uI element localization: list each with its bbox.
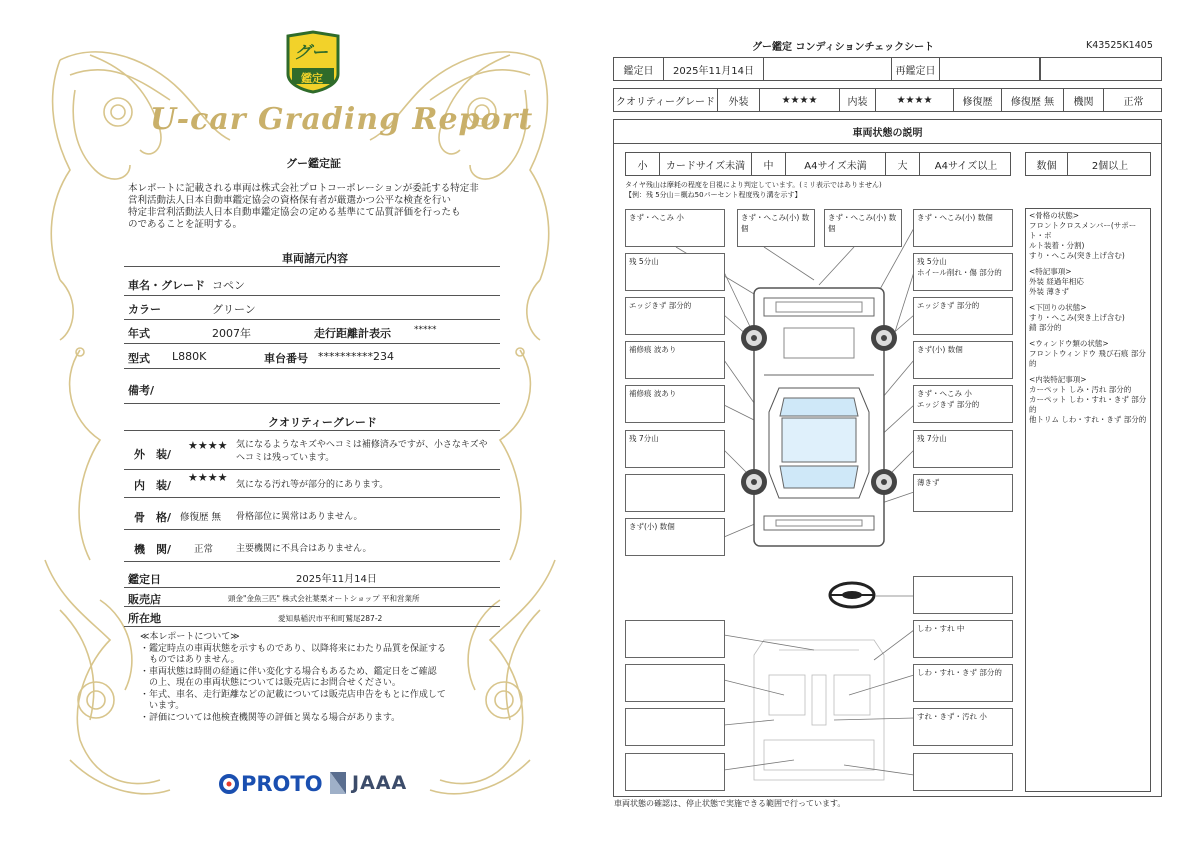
condition-text: きず・へこみ 小 <box>917 389 972 398</box>
condition-box-left-3 <box>625 297 725 335</box>
condition-text: エッジきず 部分的 <box>917 301 980 310</box>
interior-comment: 気になる汚れ等が部分的にあります。 <box>236 480 389 490</box>
proto-logo <box>218 770 323 798</box>
note-line: <骨格の状態> <box>1029 211 1080 220</box>
about-line: の上、現在の車両状態については販売店にお問合せください。 <box>140 678 401 688</box>
interior-box-left-1 <box>625 620 725 658</box>
exterior-comment-line: ヘコミは残っています。 <box>236 453 335 463</box>
info-row-date <box>124 568 500 588</box>
tire-note-1: タイヤ残山は摩耗の程度を目視により判定しています。(ミリ表示ではありません) <box>625 181 882 189</box>
condition-text: きず(小) 数個 <box>917 345 963 354</box>
jaaa-logo-icon <box>328 770 348 796</box>
spec-row-year <box>124 322 500 344</box>
condition-box-right-2 <box>913 253 1013 291</box>
sheet-id: K43525K1405 <box>1086 40 1153 51</box>
spec-row-name <box>124 274 500 296</box>
size-large: 大 <box>897 160 908 172</box>
condition-text: きず・へこみ(小) 数個 <box>741 213 810 233</box>
proto-logo-icon <box>218 773 240 795</box>
info-row-address <box>124 610 500 627</box>
date-value-cell <box>664 58 764 80</box>
spec-row-model <box>124 347 500 369</box>
about-line: ものではありません。 <box>140 655 240 665</box>
badge-bottom-text: 鑑定 <box>301 72 323 85</box>
steering-wheel-icon <box>830 583 874 607</box>
interior-box-left-3 <box>625 708 725 746</box>
condition-text: しわ・すれ・きず 部分的 <box>917 668 1002 677</box>
condition-text: きず(小) 数個 <box>629 522 675 531</box>
engine-value: 正常 <box>194 544 214 555</box>
grade-label-cell <box>614 89 718 111</box>
engine-value: 正常 <box>1123 96 1144 108</box>
note-line: すり・へこみ(突き上げ含む) <box>1029 251 1125 260</box>
about-line: ・鑑定時点の車両状態を示すものであり、以降将来にわたり品質を保証する <box>140 643 447 654</box>
int-stars-cell <box>876 89 954 111</box>
condition-box-right-3 <box>913 297 1013 335</box>
special-notes <box>1025 208 1151 792</box>
quality-row-exterior <box>124 436 500 470</box>
note-line: カーペット しわ・すれ・きず 部分的 <box>1029 395 1147 414</box>
condition-box-left-8 <box>625 518 725 556</box>
exterior-comment-line: 気になるようなキズやヘコミは補修済みですが、小さなキズや <box>236 440 488 450</box>
condition-text: きず・へこみ 小 <box>629 213 684 222</box>
condition-box-right-6 <box>913 430 1013 468</box>
date-row <box>613 57 1162 81</box>
date-value: 2025年11月14日 <box>296 574 377 585</box>
remarks-label: 備考/ <box>128 384 155 397</box>
condition-box-left-2 <box>625 253 725 291</box>
script-title: U-car Grading Report <box>150 102 534 137</box>
condition-box-steering <box>913 576 1013 614</box>
int-label: 内装 <box>847 96 868 108</box>
int-label-cell <box>840 89 876 111</box>
date-label: 鑑定日 <box>623 65 654 77</box>
condition-text: きず・へこみ(小) 数個 <box>828 213 897 233</box>
condition-box-left-7 <box>625 474 725 512</box>
jaaa-logo-text: JAAA <box>352 772 408 794</box>
frame-comment: 骨格部位に異常はありません。 <box>236 512 363 522</box>
blank-cell <box>1040 58 1163 80</box>
size-small: 小 <box>637 160 648 172</box>
model-label: 型式 <box>128 352 150 365</box>
count-desc-cell <box>1068 153 1152 175</box>
note-line: 外装 薄きず <box>1029 287 1069 296</box>
repair-value-cell <box>1002 89 1064 111</box>
name-label: 車名・グレード <box>128 279 205 292</box>
intro-line: 特定非営利活動法人日本自動車鑑定協会の定める基準にて品質評価を行ったも <box>128 207 461 218</box>
condition-box-front-right <box>913 209 1013 247</box>
ext-stars-cell <box>760 89 840 111</box>
intro-text <box>128 183 508 231</box>
about-report <box>140 632 500 724</box>
footer-note: 車両状態の確認は、停止状態で実施できる範囲で行っています。 <box>614 799 846 808</box>
note-line: フロントクロスメンバー(サポート・ボ <box>1029 221 1137 240</box>
note-line: 他トリム しわ・すれ・きず 部分的 <box>1029 415 1147 424</box>
note-line: <特記事項> <box>1029 267 1072 276</box>
ext-label-cell <box>718 89 760 111</box>
specs-section-title: 車両諸元内容 <box>282 252 348 265</box>
engine-label: 機関 <box>1073 96 1094 108</box>
color-label: カラー <box>128 303 161 316</box>
interior-box-right-4 <box>913 753 1013 791</box>
quality-row-interior <box>124 472 500 498</box>
condition-text: 残 7分山 <box>917 434 947 443</box>
frame-label: 骨 格/ <box>134 511 172 524</box>
mileage-value: ***** <box>414 325 437 335</box>
chassis-label: 車台番号 <box>264 352 308 365</box>
condition-box-left-5 <box>625 385 725 423</box>
interior-box-right-1 <box>913 620 1013 658</box>
badge-top-text: グー <box>294 43 328 63</box>
goo-kantei-badge <box>284 30 342 94</box>
name-value: コペン <box>212 279 245 292</box>
divider <box>124 430 500 431</box>
condition-text: エッジきず 部分的 <box>917 400 980 409</box>
exterior-stars: ★★★★ <box>188 439 228 452</box>
note-line: 錆 部分的 <box>1029 323 1062 332</box>
note-line: 外装 経過年相応 <box>1029 277 1084 286</box>
proto-logo-text: PROTO <box>241 772 323 796</box>
about-line: います。 <box>140 701 185 711</box>
count-label: 数個 <box>1036 160 1057 172</box>
certificate-title: グー鑑定証 <box>286 157 341 170</box>
quality-section-title: クオリティーグレード <box>268 416 377 429</box>
condition-box-right-7 <box>913 474 1013 512</box>
engine-label: 機 関/ <box>134 543 172 556</box>
jaaa-logo <box>328 768 407 798</box>
int-stars: ★★★★ <box>896 94 933 106</box>
color-value: グリーン <box>212 303 256 316</box>
engine-value-cell <box>1104 89 1163 111</box>
condition-title: 車両状態の説明 <box>852 128 923 139</box>
condition-box-left-4 <box>625 341 725 379</box>
note-line: <内装特記事項> <box>1029 375 1087 384</box>
chassis-value: **********234 <box>318 350 394 363</box>
condition-box-right-5 <box>913 385 1013 423</box>
condition-check-sheet <box>600 0 1200 848</box>
quality-row-frame <box>124 504 500 530</box>
intro-line: 本レポートに記載される車両は株式会社プロトコーポレーションが委託する特定非 <box>128 183 479 194</box>
note-line: ルト装着・分割) <box>1029 241 1085 250</box>
engine-label-cell <box>1064 89 1104 111</box>
count-label-cell <box>1026 153 1068 175</box>
interior-label: 内 装/ <box>134 479 172 492</box>
interior-box-right-3 <box>913 708 1013 746</box>
interior-stars: ★★★★ <box>188 471 228 484</box>
divider <box>124 266 500 267</box>
repair-value: 修復歴 無 <box>1010 96 1055 108</box>
condition-text: ホイール削れ・傷 部分的 <box>917 268 1002 277</box>
note-line: フロントウィンドウ 飛び石痕 部分的 <box>1029 349 1146 368</box>
condition-box-front-1 <box>737 209 815 247</box>
grade-row <box>613 88 1162 112</box>
year-value: 2007年 <box>212 327 251 340</box>
date-value: 2025年11月14日 <box>673 65 754 77</box>
repair-label-cell <box>954 89 1002 111</box>
spec-row-remarks <box>124 376 500 404</box>
note-line: <ウィンドウ類の状態> <box>1029 339 1109 348</box>
dealer-value: 頭金"金魚三匹" 株式会社葉栗オートショップ 平和営業所 <box>228 594 420 603</box>
quality-row-engine <box>124 536 500 562</box>
interior-box-left-2 <box>625 664 725 702</box>
blank-cell <box>764 58 892 80</box>
condition-text: しわ・すれ 中 <box>917 624 965 633</box>
condition-text: 薄きず <box>917 478 940 487</box>
condition-text: エッジきず 部分的 <box>629 301 692 310</box>
tire-note-2: 【例：残 5分山＝概ね50パーセント程度残り溝を示す】 <box>625 191 802 199</box>
about-line: ・年式、車名、走行距離などの記載については販売店申告をもとに作成して <box>140 689 446 700</box>
condition-box-front-2 <box>824 209 902 247</box>
ext-stars: ★★★★ <box>781 94 818 106</box>
condition-text: 残 5分山 <box>917 257 947 266</box>
mileage-label: 走行距離計表示 <box>314 327 391 340</box>
about-line: ・評価については他検査機関等の評価と異なる場合があります。 <box>140 712 401 723</box>
address-label: 所在地 <box>128 612 161 625</box>
info-row-dealer <box>124 590 500 607</box>
about-title: ≪本レポートについて≫ <box>140 632 240 642</box>
size-small-desc: カードサイズ未満 <box>665 160 746 172</box>
note-line: カーペット しみ・汚れ 部分的 <box>1029 385 1132 394</box>
exterior-label: 外 装/ <box>134 448 172 461</box>
recheck-label-cell <box>892 58 940 80</box>
condition-box-left-6 <box>625 430 725 468</box>
condition-section <box>613 119 1162 797</box>
frame-value: 修復歴 無 <box>180 512 222 523</box>
exterior-comment <box>236 439 488 465</box>
size-mid: 中 <box>763 160 774 172</box>
condition-text: 残 7分山 <box>629 434 659 443</box>
date-label: 鑑定日 <box>128 573 161 586</box>
size-mid-desc: A4サイズ未満 <box>804 160 867 172</box>
intro-line: 営利活動法人日本自動車鑑定協会の資格保有者が厳選かつ公平な検査を行い <box>128 195 452 206</box>
condition-text: きず・へこみ(小) 数個 <box>917 213 993 222</box>
size-large-desc: A4サイズ以上 <box>934 160 998 172</box>
spec-row-color <box>124 298 500 320</box>
intro-line: のであることを証明する。 <box>128 219 243 230</box>
count-desc: 2個以上 <box>1091 160 1129 172</box>
sheet-title: グー鑑定 コンディションチェックシート <box>752 42 935 53</box>
condition-text: 残 5分山 <box>629 257 659 266</box>
dealer-label: 販売店 <box>128 593 161 606</box>
recheck-value-cell <box>940 58 1040 80</box>
interior-box-left-4 <box>625 753 725 791</box>
engine-comment: 主要機関に不具合はありません。 <box>236 544 372 554</box>
year-label: 年式 <box>128 327 150 340</box>
condition-box-front-left <box>625 209 725 247</box>
interior-box-right-2 <box>913 664 1013 702</box>
count-legend <box>1025 152 1151 176</box>
condition-text: すれ・きず・汚れ 小 <box>917 712 987 721</box>
condition-box-right-4 <box>913 341 1013 379</box>
date-label-cell <box>614 58 664 80</box>
note-line: すり・へこみ(突き上げ含む) <box>1029 313 1125 322</box>
ext-label: 外装 <box>728 96 749 108</box>
condition-text: 補修痕 波あり <box>629 389 677 398</box>
recheck-label: 再鑑定日 <box>895 65 936 77</box>
repair-label: 修復歴 <box>962 96 993 108</box>
condition-text: 補修痕 波あり <box>629 345 677 354</box>
about-line: ・車両状態は時間の経過に伴い変化する場合もあるため、鑑定日をご確認 <box>140 666 437 677</box>
note-line: <下回りの状態> <box>1029 303 1087 312</box>
grade-label: クオリティーグレード <box>616 96 715 108</box>
address-value: 愛知県稲沢市平和町鷲尾287-2 <box>278 614 383 623</box>
model-value: L880K <box>172 350 207 363</box>
